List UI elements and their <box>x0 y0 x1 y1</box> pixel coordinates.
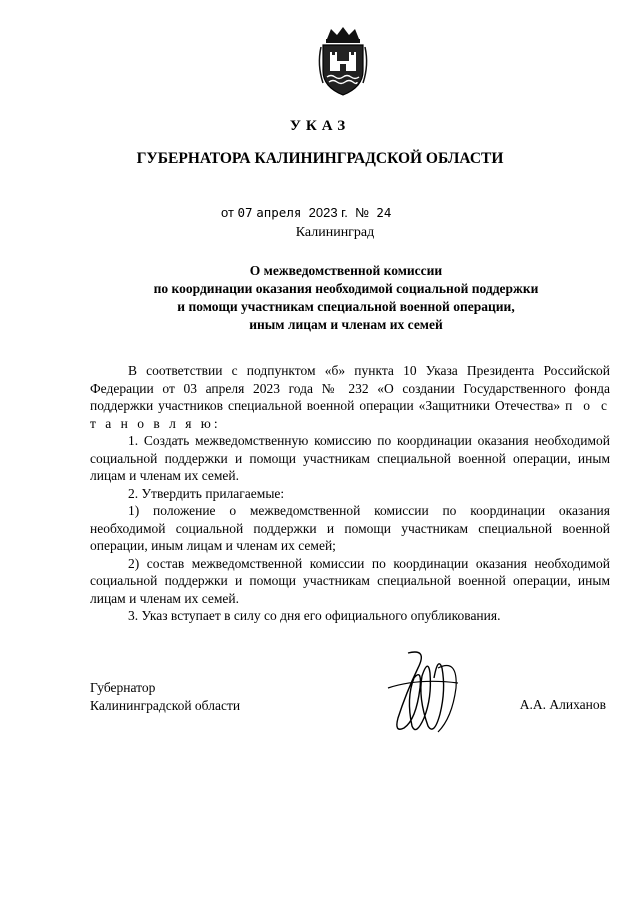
handwritten-signature <box>368 648 478 738</box>
item-2-1: 1) положение о межведомственной комиссии по координации оказания необходимой социальной поддержки и помощи участникам специальной военной операции, иным лицам и членам их семей; <box>90 503 610 553</box>
decree-word: п о с т а н о в л я ю: <box>90 398 611 431</box>
subject-line: по координации оказания необходимой социальной поддержки <box>153 281 539 296</box>
position-line: Губернатор <box>90 680 156 695</box>
decree-number: 24 <box>376 205 392 220</box>
preamble-paragraph <box>90 362 610 432</box>
subject-line: О межведомственной комиссии <box>249 263 443 278</box>
subject-line: иным лицам и членам их семей <box>249 317 443 332</box>
number-sign: № <box>355 205 370 220</box>
date-day: 07 <box>237 205 253 220</box>
date-prefix: от <box>221 205 234 220</box>
item-3: 3. Указ вступает в силу со дня его официального опубликования. <box>128 608 501 623</box>
issuer-title: ГУБЕРНАТОРА КАЛИНИНГРАДСКОЙ ОБЛАСТИ <box>136 150 504 167</box>
decree-body <box>90 362 610 625</box>
signatory-position <box>90 679 240 715</box>
date-number-line <box>221 205 391 220</box>
subject-line: и помощи участникам специальной военной операции, <box>177 299 515 314</box>
signatory-name: А.А. Алиханов <box>519 697 606 712</box>
position-line: Калининградской области <box>90 698 241 713</box>
date-month: апреля <box>256 205 302 220</box>
decree-subject <box>60 262 632 334</box>
item-2-2: 2) состав межведомственной комиссии по координации оказания необходимой социальной поддержки и помощи участникам специальной военной операции, иным лицам и членам их семей. <box>90 555 610 606</box>
document-type-title: УКАЗ <box>289 118 351 134</box>
item-2: 2. Утвердить прилагаемые: <box>128 485 285 501</box>
preamble-text: В соответствии с подпунктом «б» пункта 10 Указа Президента Российской Федерации от 03 апреля 2023 года № 232 «О создании Государственного фонда поддержки участников специальной военной операции «Защитники Отечества» <box>90 363 610 413</box>
item-1: 1. Создать межведомственную комиссию по координации оказания необходимой социальной поддержки и помощи участникам специальной военной операции, иным лицам и членам их семей. <box>90 433 610 483</box>
city-name: Калининград <box>295 225 375 240</box>
date-year: 2023 г. <box>308 205 348 220</box>
coat-of-arms-icon <box>313 25 373 97</box>
